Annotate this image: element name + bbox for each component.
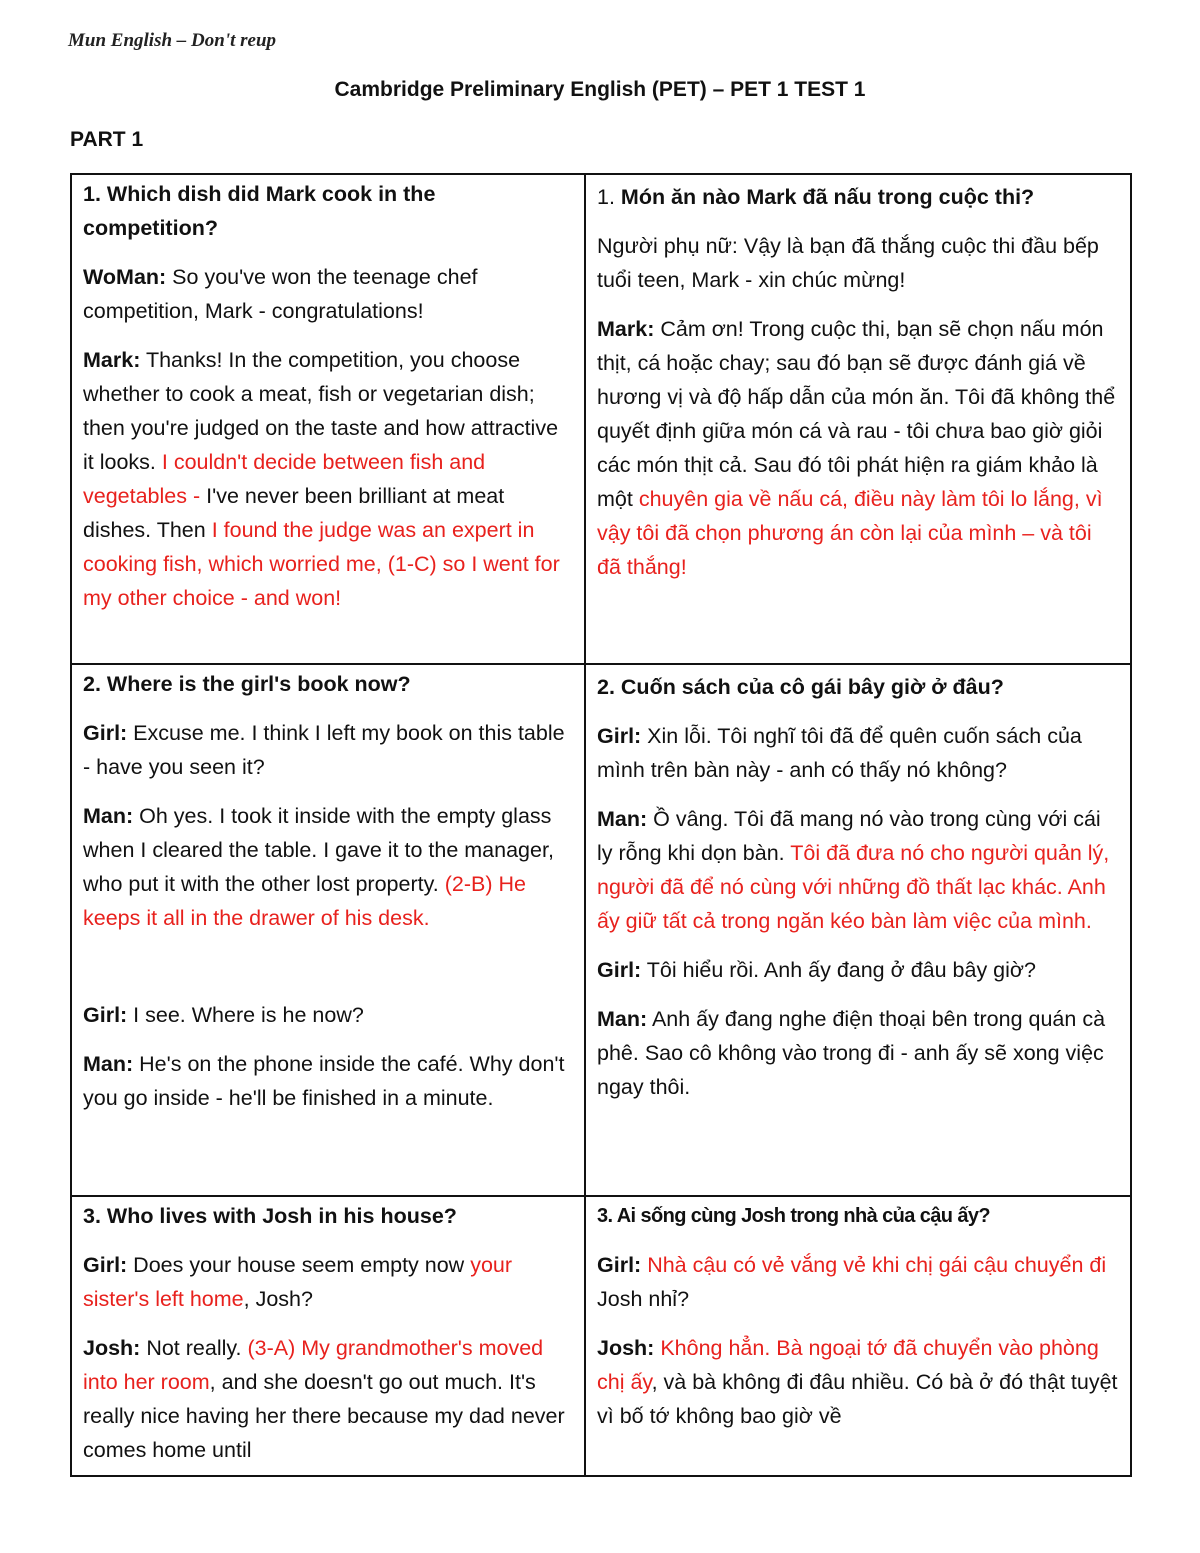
- speaker-label: Josh:: [83, 1336, 141, 1360]
- speaker-label: Man:: [83, 804, 134, 828]
- highlighted-answer: I found the judge was an expert in cooking fish, which worried me, (1-C) so I went for my other choice - and won!: [83, 518, 560, 610]
- speaker-label: Man:: [597, 1007, 648, 1031]
- dialogue-line: Man: Anh ấy đang nghe điện thoại bên trong quán cà phê. Sao cô không vào trong đi - anh ấy sẽ xong việc ngay thôi.: [597, 1007, 1106, 1099]
- table-row: [71, 174, 1131, 664]
- dialogue-line: Man: Oh yes. I took it inside with the empty glass when I cleared the table. I gave it to the manager, who put it with the other lost property. (2-B) He keeps it all in the drawer of his desk.: [83, 804, 554, 930]
- speaker-label: Girl:: [83, 1253, 128, 1277]
- dialogue-line: Mark: Thanks! In the competition, you choose whether to cook a meat, fish or vegetarian dish; then you're judged on the taste and how attractive it looks. I couldn't decide between fish and vegetables - I've never been brilliant at meat dishes. Then I found the judge was an expert in cooking fish, which worried me, (1-C) so I went for my other choice - and won!: [83, 348, 560, 610]
- speaker-label: Mark:: [83, 348, 141, 372]
- question-heading: 3. Ai sống cùng Josh trong nhà của cậu ấy?: [597, 1205, 991, 1227]
- speaker-label: Girl:: [83, 1003, 128, 1027]
- speaker-label: WoMan:: [83, 265, 167, 289]
- highlighted-answer: Không hẳn. Bà ngoại tớ đã chuyển vào phòng chị ấy: [597, 1336, 1099, 1394]
- dialogue-line: Người phụ nữ: Vậy là bạn đã thắng cuộc thi đầu bếp tuổi teen, Mark - xin chúc mừng!: [597, 234, 1099, 292]
- transcript-table: [70, 173, 1132, 1477]
- english-cell-q2: [71, 664, 585, 1196]
- page-title: Cambridge Preliminary English (PET) – PET 1 TEST 1: [334, 78, 866, 101]
- dialogue-line: WoMan: So you've won the teenage chef competition, Mark - congratulations!: [83, 265, 478, 323]
- dialogue-line: Girl: Xin lỗi. Tôi nghĩ tôi đã để quên cuốn sách của mình trên bàn này - anh có thấy nó không?: [597, 724, 1082, 782]
- watermark: Mun English – Don't reup: [68, 30, 277, 51]
- table-row: [71, 664, 1131, 1196]
- speaker-label: Man:: [83, 1052, 134, 1076]
- highlighted-answer: (3-A) My grandmother's moved into her room: [83, 1336, 544, 1394]
- vietnamese-cell-q1: [585, 174, 1131, 664]
- dialogue-line: Josh: Not really. (3-A) My grandmother's moved into her room, and she doesn't go out much. It's really nice having her there because my dad never comes home until: [83, 1336, 565, 1462]
- dialogue-line: Josh: Không hẳn. Bà ngoại tớ đã chuyển vào phòng chị ấy, và bà không đi đâu nhiều. Có bà ở đó thật tuyệt vì bố tớ không bao giờ về: [597, 1336, 1118, 1428]
- speaker-label: Man:: [597, 807, 648, 831]
- question-heading: 3. Who lives with Josh in his house?: [83, 1204, 457, 1228]
- question-heading: 1. Món ăn nào Mark đã nấu trong cuộc thi?: [597, 185, 1035, 209]
- speaker-label: Girl:: [597, 958, 642, 982]
- dialogue-line: Girl: Nhà cậu có vẻ vắng vẻ khi chị gái cậu chuyển đi Josh nhỉ?: [597, 1253, 1107, 1311]
- english-cell-q3: [71, 1196, 585, 1476]
- dialogue-line: Girl: Does your house seem empty now your sister's left home, Josh?: [83, 1253, 513, 1311]
- dialogue-line: Man: He's on the phone inside the café. Why don't you go inside - he'll be finished in a minute.: [83, 1052, 565, 1110]
- speaker-label: Girl:: [597, 724, 642, 748]
- dialogue-line: Girl: Excuse me. I think I left my book on this table - have you seen it?: [83, 721, 565, 779]
- table-row: [71, 1196, 1131, 1476]
- highlighted-answer: Nhà cậu có vẻ vắng vẻ khi chị gái cậu chuyển đi: [647, 1253, 1107, 1277]
- speaker-label: Josh:: [597, 1336, 655, 1360]
- highlighted-answer: (2-B) He keeps it all in the drawer of his desk.: [83, 872, 526, 930]
- dialogue-line: Girl: Tôi hiểu rồi. Anh ấy đang ở đâu bây giờ?: [597, 958, 1036, 982]
- highlighted-answer: your sister's left home: [83, 1253, 513, 1311]
- speaker-label: Girl:: [83, 721, 128, 745]
- highlighted-answer: chuyên gia về nấu cá, điều này làm tôi lo lắng, vì vậy tôi đã chọn phương án còn lại của mình – và tôi đã thắng!: [597, 487, 1103, 579]
- question-heading: 2. Where is the girl's book now?: [83, 672, 411, 696]
- highlighted-answer: Tôi đã đưa nó cho người quản lý, người đã để nó cùng với những đồ thất lạc khác. Anh ấy giữ tất cả trong ngăn kéo bàn làm việc của mình.: [597, 841, 1110, 933]
- english-cell-q1: [71, 174, 585, 664]
- vietnamese-cell-q3: [585, 1196, 1131, 1476]
- dialogue-line: Girl: I see. Where is he now?: [83, 1003, 364, 1027]
- speaker-label: Girl:: [597, 1253, 642, 1277]
- dialogue-line: Man: Ồ vâng. Tôi đã mang nó vào trong cùng với cái ly rỗng khi dọn bàn. Tôi đã đưa nó cho người quản lý, người đã để nó cùng với những đồ thất lạc khác. Anh ấy giữ tất cả trong ngăn kéo bàn làm việc của mình.: [597, 807, 1110, 933]
- spacer: [83, 950, 574, 998]
- highlighted-answer: I couldn't decide between fish and vegetables -: [83, 450, 486, 508]
- question-heading: 2. Cuốn sách của cô gái bây giờ ở đâu?: [597, 675, 1004, 699]
- part-heading: PART 1: [70, 128, 144, 151]
- dialogue-line: Mark: Cảm ơn! Trong cuộc thi, bạn sẽ chọn nấu món thịt, cá hoặc chay; sau đó bạn sẽ được đánh giá về hương vị và độ hấp dẫn của món ăn. Tôi đã không thể quyết định giữa món cá và rau - tôi chưa bao giờ giỏi các món thịt cả. Sau đó tôi phát hiện ra giám khảo là một chuyên gia về nấu cá, điều này làm tôi lo lắng, vì vậy tôi đã chọn phương án còn lại của mình – và tôi đã thắng!: [597, 317, 1116, 579]
- speaker-label: Mark:: [597, 317, 655, 341]
- question-heading: 1. Which dish did Mark cook in the competition?: [83, 182, 436, 240]
- vietnamese-cell-q2: [585, 664, 1131, 1196]
